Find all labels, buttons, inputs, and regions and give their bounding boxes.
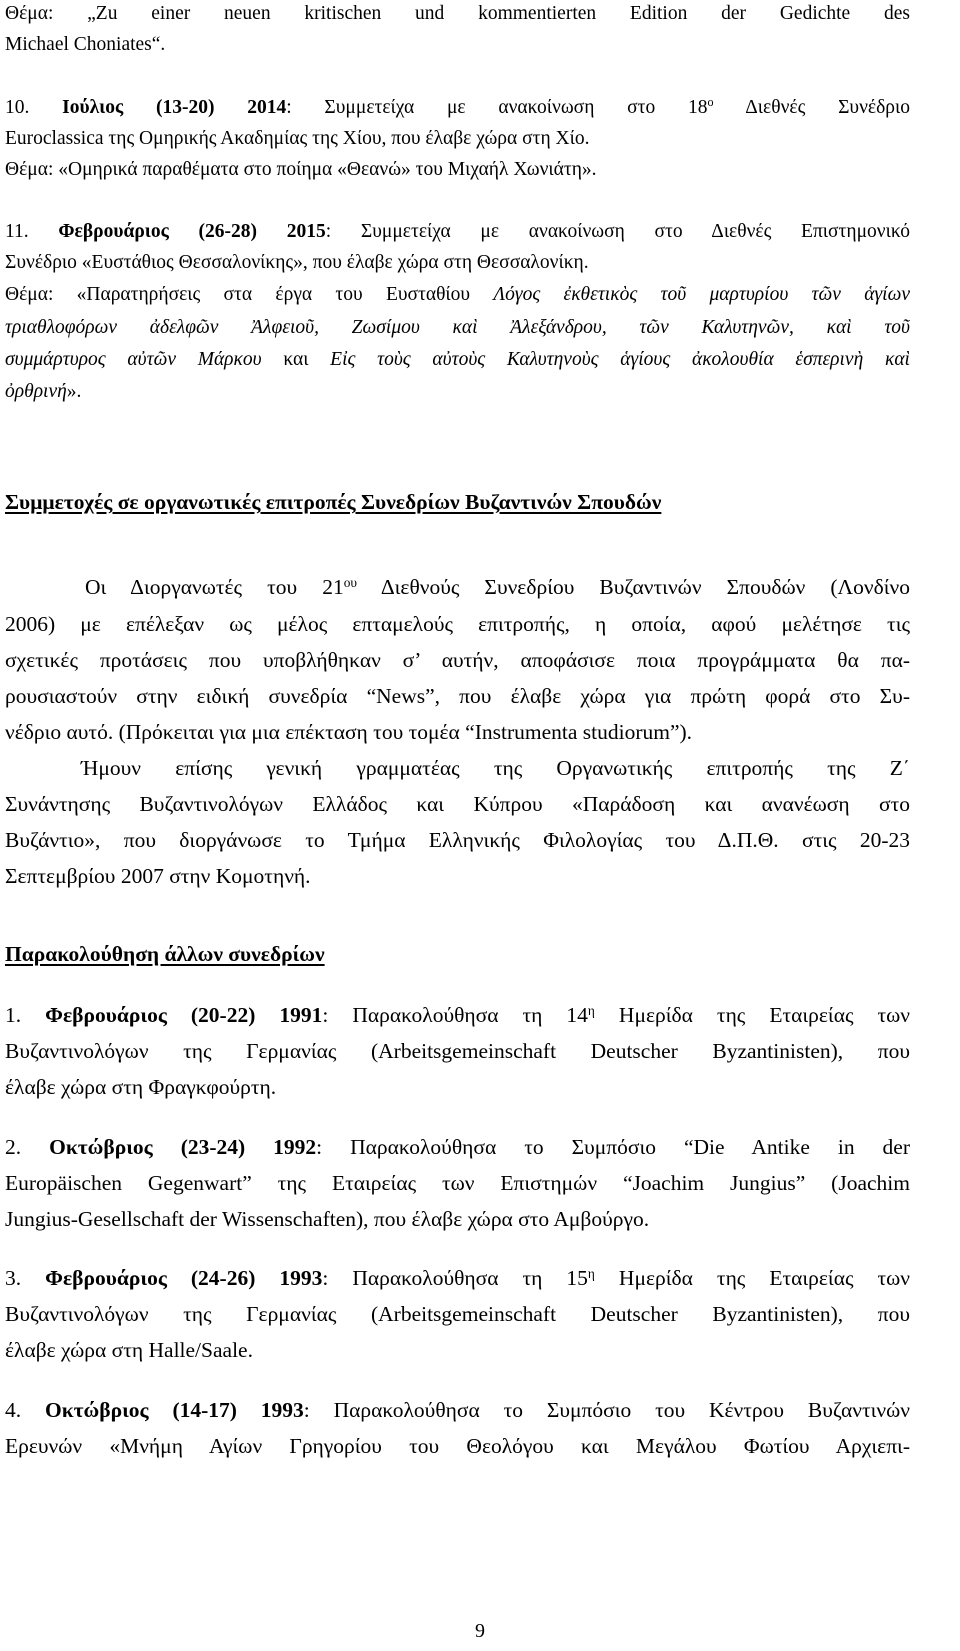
list-item: 4. Οκτώβριος (14-17) 1993: Παρακολούθησα το Συμπόσιο του Κέντρου Βυζαντινών: [5, 1398, 910, 1422]
section-heading: Παρακολούθηση άλλων συνεδρίων: [5, 942, 325, 966]
paragraph-line: Βυζάντιο», που διοργάνωσε το Τμήμα Ελληνικής Φιλολογίας του Δ.Π.Θ. στις 20-23: [5, 828, 910, 852]
text-line: Euroclassica της Ομηρικής Ακαδημίας της Χίου, που έλαβε χώρα στη Χίο.: [5, 128, 590, 149]
paragraph-line: Βυζαντινολόγων της Γερμανίας (Arbeitsgemeinschaft Deutscher Byzantinisten), που: [5, 1039, 910, 1063]
list-item: 1. Φεβρουάριος (20-22) 1991: Παρακολούθησα τη $14^\eta$ Ημερίδα της Εταιρείας των: [5, 1002, 911, 1027]
paragraph-line: 2006) με επέλεξαν ως μέλος επταμελούς επιτροπής, η οποία, αφού μελέτησε τις: [5, 612, 910, 636]
paragraph-line: ρουσιαστούν στην ειδική συνεδρία “News”, που έλαβε χώρα για πρώτη φορά στο Συ-: [5, 684, 910, 708]
paragraph-line: Ήμουν επίσης γενική γραμματέας της Οργανωτικής επιτροπής της Ζ΄: [81, 756, 910, 780]
text-line: Θέμα: «Ομηρικά παραθέματα στο ποίημα «Θεανώ» του Μιχαήλ Χωνιάτη».: [5, 159, 597, 180]
text-line: ὀρθρινή».: [5, 381, 82, 402]
paragraph-line: Jungius-Gesellschaft der Wissenschaften), που έλαβε χώρα στο Αμβούργο.: [5, 1207, 650, 1231]
section-heading: Συμμετοχές σε οργανωτικές επιτροπές Συνεδρίων Βυζαντινών Σπουδών: [5, 490, 662, 514]
text-line: Θέμα: „Zu einer neuen kritischen und kommentierten Edition der Gedichte des: [5, 3, 910, 24]
paragraph-line: νέδριο αυτό. (Πρόκειται για μια επέκταση του τομέα “Instrumenta studiorum”).: [5, 720, 693, 744]
text-line: συμμάρτυρος αὐτῶν Μάρκου και Εἰς τοὺς αὐτοὺς Καλυτηνοὺς ἁγίους ἀκολουθία ἑσπερινὴ καὶ: [5, 349, 910, 370]
paragraph-line: Europäischen Gegenwart” της Εταιρείας των Επιστημών “Joachim Jungius” (Joachim: [5, 1171, 910, 1195]
paragraph-line: έλαβε χώρα στη Halle/Saale.: [5, 1338, 253, 1362]
list-item: 3. Φεβρουάριος (24-26) 1993: Παρακολούθησα τη $15^\eta$ Ημερίδα της Εταιρείας των: [5, 1265, 911, 1290]
list-item: 11. Φεβρουάριος (26-28) 2015: Συμμετείχα με ανακοίνωση στο Διεθνές Επιστημονικό: [5, 221, 911, 242]
paragraph-line: Συνάντησης Βυζαντινολόγων Ελλάδος και Κύπρου «Παράδοση και ανανέωση στο: [5, 792, 910, 816]
text-line: τριαθλοφόρων ἀδελφῶν Ἀλφειοῦ, Ζωσίμου καὶ Ἀλεξάνδρου, τῶν Καλυτηνῶν, καὶ τοῦ: [5, 317, 910, 338]
text-line: Θέμα: «Παρατηρήσεις στα έργα του Ευσταθίου Λόγος ἐκθετικὸς τοῦ μαρτυρίου τῶν ἁγίων: [5, 284, 910, 305]
paragraph-line: Οι Διοργανωτές του $21^{o\upsilon}$ Διεθνούς Συνεδρίου Βυζαντινών Σπουδών (Λονδίνο: [85, 574, 910, 599]
paragraph-line: Σεπτεμβρίου 2007 στην Κομοτηνή.: [5, 864, 311, 888]
paragraph-line: έλαβε χώρα στη Φραγκφούρτη.: [5, 1075, 277, 1099]
list-item: 2. Οκτώβριος (23-24) 1992: Παρακολούθησα το Συμπόσιο “Die Antike in der: [5, 1135, 910, 1159]
text-line: Michael Choniates“.: [5, 34, 166, 55]
page-number: 9: [475, 1620, 485, 1642]
paragraph-line: Βυζαντινολόγων της Γερμανίας (Arbeitsgemeinschaft Deutscher Byzantinisten), που: [5, 1302, 910, 1326]
text-line: Συνέδριο «Ευστάθιος Θεσσαλονίκης», που έλαβε χώρα στη Θεσσαλονίκη.: [5, 252, 589, 273]
paragraph-line: Ερευνών «Μνήμη Αγίων Γρηγορίου του Θεολόγου και Μεγάλου Φωτίου Αρχιεπι-: [5, 1434, 910, 1458]
list-item: 10. Ιούλιος (13-20) 2014: Συμμετείχα με ανακοίνωση στο $18^o$ Διεθνές Συνέδριο: [5, 95, 910, 118]
paragraph-line: σχετικές προτάσεις που υποβλήθηκαν σ’ αυτήν, αποφάσισε ποια προγράμματα θα πα-: [5, 648, 910, 672]
